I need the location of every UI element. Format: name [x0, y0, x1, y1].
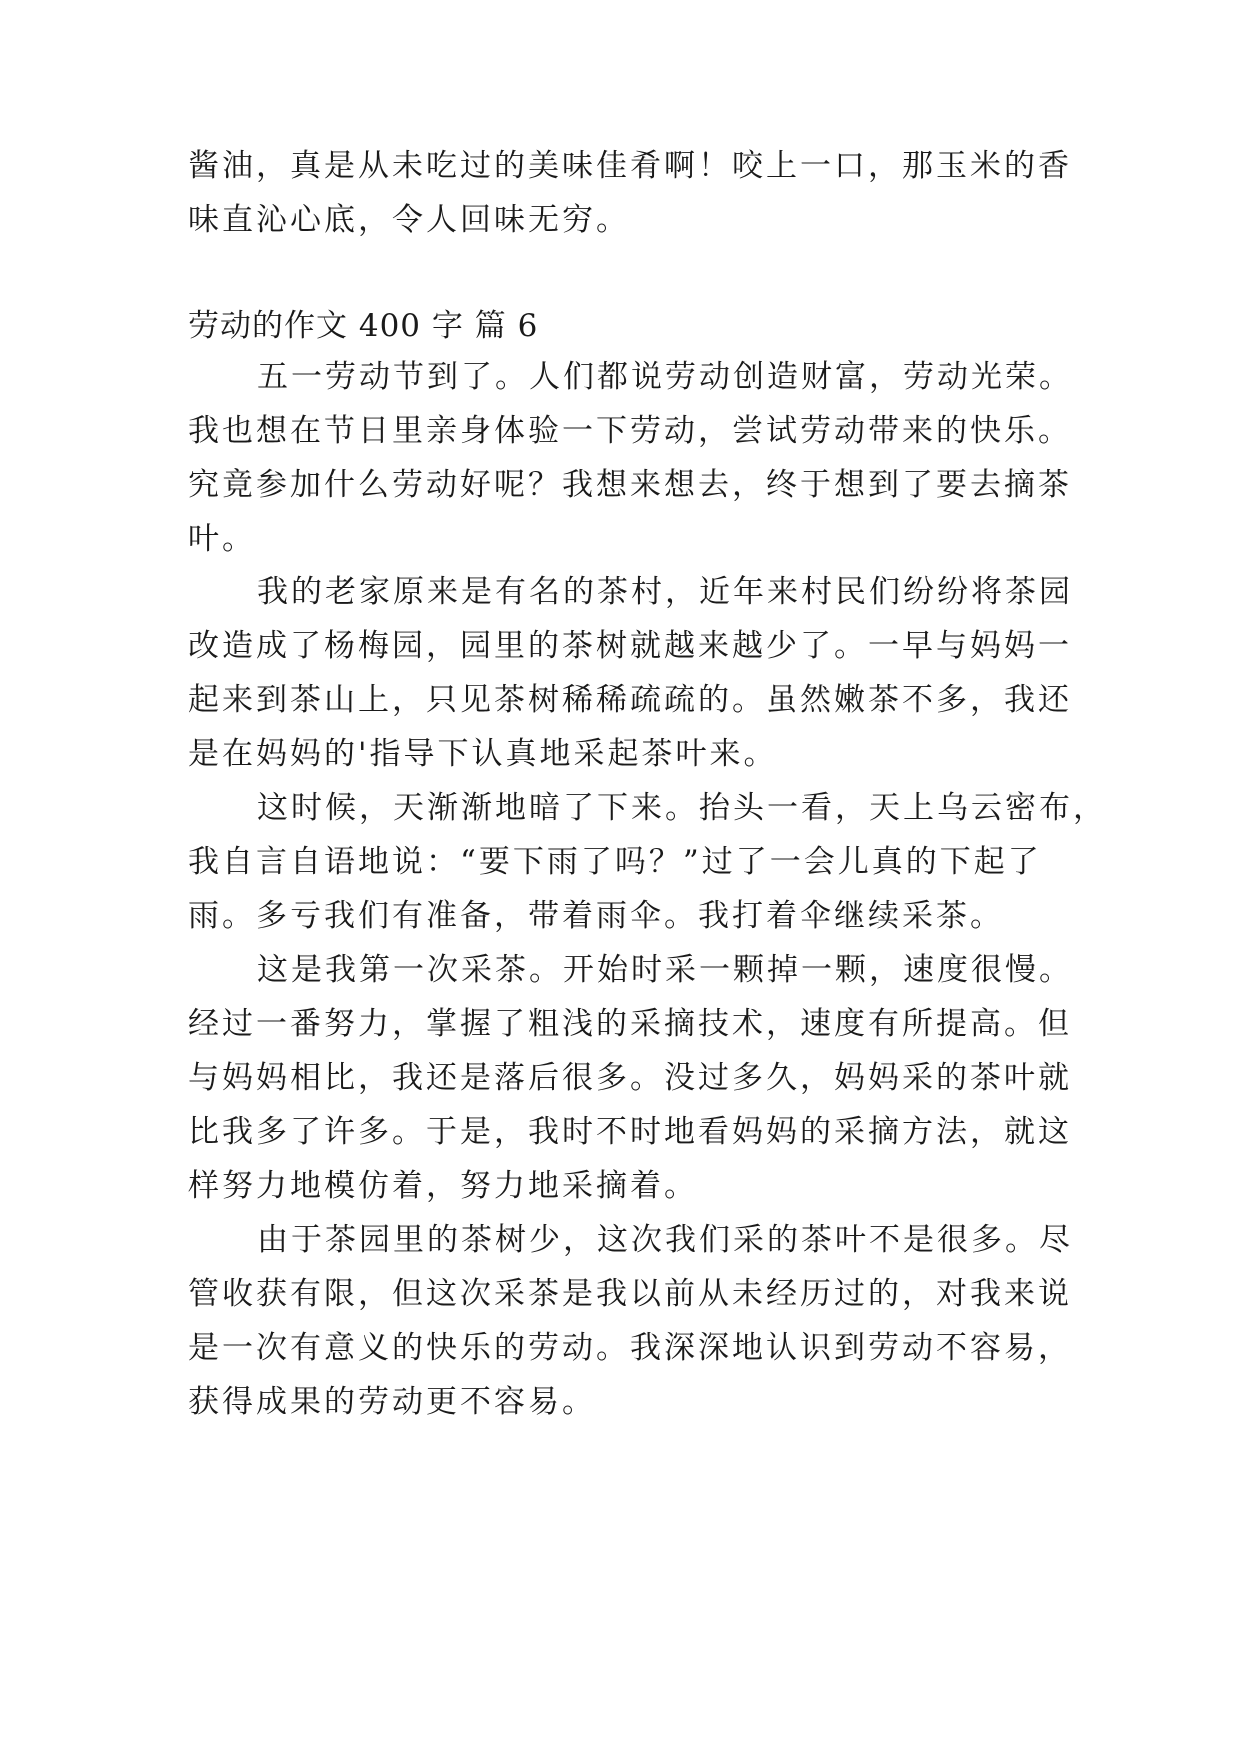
paragraph-5-line-2: 管收获有限，但这次采茶是我以前从未经历过的，对我来说 [188, 1276, 1072, 1312]
paragraph-4-line-3: 与妈妈相比，我还是落后很多。没过多久，妈妈采的茶叶就 [188, 1060, 1072, 1096]
paragraph-5-line-3: 是一次有意义的快乐的劳动。我深深地认识到劳动不容易， [188, 1330, 1072, 1366]
paragraph-4-line-5: 样努力地模仿着，努力地采摘着。 [188, 1168, 698, 1204]
paragraph-4-line-2: 经过一番努力，掌握了粗浅的采摘技术，速度有所提高。但 [188, 1006, 1072, 1042]
intro-line-2: 味直沁心底，令人回味无穷。 [188, 202, 630, 238]
paragraph-2-line-2: 改造成了杨梅园，园里的茶树就越来越少了。一早与妈妈一 [188, 628, 1072, 664]
paragraph-4-line-1: 这是我第一次采茶。开始时采一颗掉一颗，速度很慢。 [257, 952, 1073, 988]
paragraph-1-line-4: 叶。 [188, 521, 256, 557]
paragraph-1-line-1: 五一劳动节到了。人们都说劳动创造财富，劳动光荣。 [257, 359, 1073, 395]
paragraph-5-line-4: 获得成果的劳动更不容易。 [188, 1384, 596, 1420]
paragraph-2-line-4: 是在妈妈的'指导下认真地采起茶叶来。 [188, 736, 778, 772]
paragraph-3-line-1: 这时候，天渐渐地暗了下来。抬头一看，天上乌云密布， [257, 790, 1107, 826]
paragraph-3-line-3: 雨。多亏我们有准备，带着雨伞。我打着伞继续采茶。 [188, 898, 1004, 934]
paragraph-3-line-2: 我自言自语地说：“要下雨了吗？”过了一会儿真的下起了 [188, 844, 1042, 880]
section-heading: 劳动的作文 400 字 篇 6 [188, 308, 539, 344]
paragraph-4-line-4: 比我多了许多。于是，我时不时地看妈妈的采摘方法，就这 [188, 1114, 1072, 1150]
paragraph-2-line-3: 起来到茶山上，只见茶树稀稀疏疏的。虽然嫩茶不多，我还 [188, 682, 1072, 718]
paragraph-2-line-1: 我的老家原来是有名的茶村，近年来村民们纷纷将茶园 [257, 574, 1073, 610]
paragraph-1-line-3: 究竟参加什么劳动好呢？我想来想去，终于想到了要去摘茶 [188, 467, 1072, 503]
paragraph-1-line-2: 我也想在节日里亲身体验一下劳动，尝试劳动带来的快乐。 [188, 413, 1072, 449]
paragraph-5-line-1: 由于茶园里的茶树少，这次我们采的茶叶不是很多。尽 [257, 1222, 1073, 1258]
intro-line-1: 酱油，真是从未吃过的美味佳肴啊！咬上一口，那玉米的香 [188, 148, 1072, 184]
